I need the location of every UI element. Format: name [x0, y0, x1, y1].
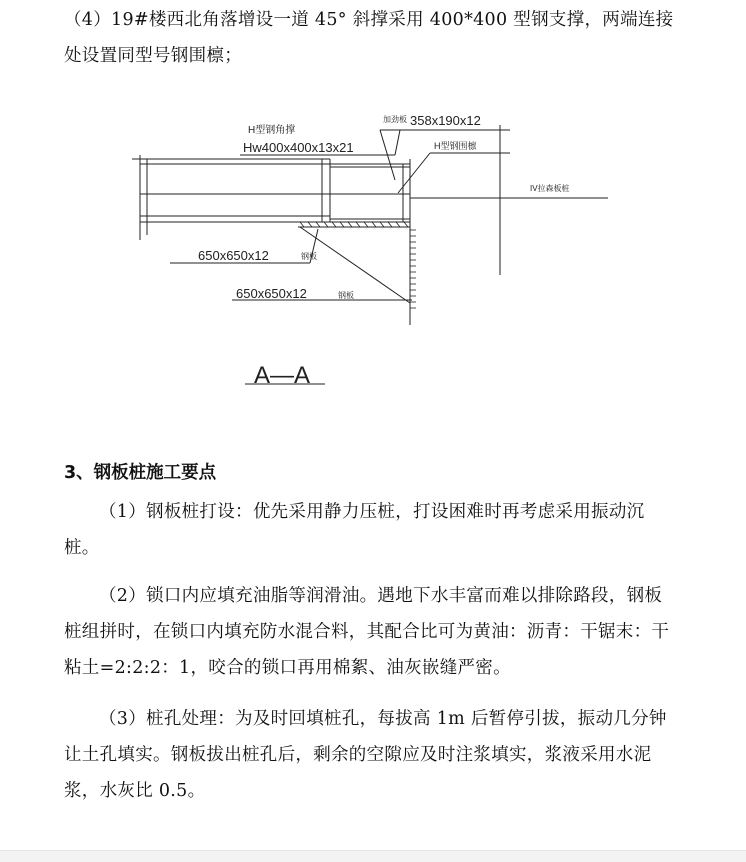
label-h-purlin: H型钢围檩	[434, 141, 477, 151]
label-h-brace: H型钢角撑	[248, 125, 296, 136]
label-plate2-name: 钢板	[338, 291, 354, 300]
intro-paragraph: （4）19#楼西北角落增设一道 45° 斜撑采用 400*400 型钢支撑，两端连接处设置同型号钢围檩；	[64, 10, 674, 66]
section-label: A—A	[254, 362, 311, 389]
section-drawing	[0, 95, 746, 425]
section-heading: 3、钢板桩施工要点	[64, 463, 217, 483]
paragraph-3: （3）桩孔处理：为及时回填桩孔，每拔高 1m 后暂停引拔，振动几分钟让土孔填实。钢板拔出桩孔后，剩余的空隙应及时注浆填实，浆液采用水泥浆，水灰比 0.5。	[64, 709, 667, 801]
label-plate1-size: 650x650x12	[198, 248, 269, 263]
label-stiffener: 加劲板	[383, 115, 407, 124]
label-pile: IV拉森板桩	[530, 184, 570, 193]
label-h-brace-size: Hw400x400x13x21	[243, 140, 354, 155]
paragraph-1: （1）钢板桩打设：优先采用静力压桩，打设困难时再考虑采用振动沉桩。	[64, 502, 645, 558]
label-plate2-size: 650x650x12	[236, 286, 307, 301]
page-footer-bar	[0, 850, 746, 862]
label-stiffener-size: 358x190x12	[410, 113, 481, 128]
label-plate1-name: 钢板	[301, 252, 317, 261]
paragraph-2: （2）锁口内应填充油脂等润滑油。遇地下水丰富而难以排除路段，钢板桩组拼时，在锁口内填充防水混合料，其配合比可为黄油：沥青：干锯末：干粘土=2:2:2：1，咬合的锁口再用棉絮、油灰嵌缝严密。	[64, 586, 670, 678]
